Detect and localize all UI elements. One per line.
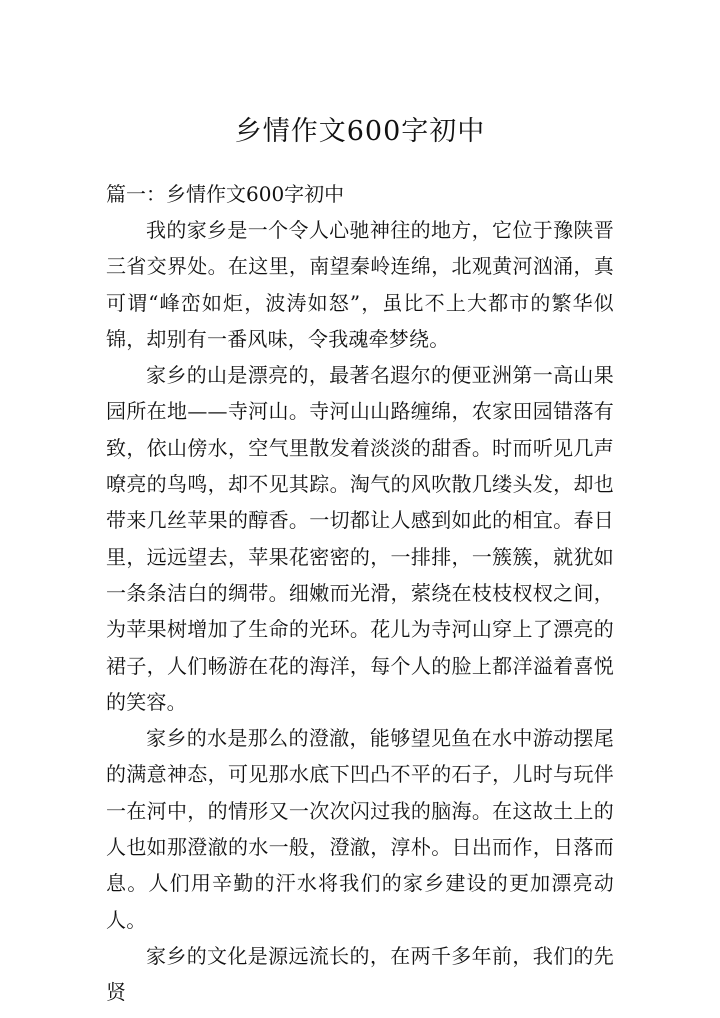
paragraph-1: 我的家乡是一个令人心驰神往的地方，它位于豫陕晋三省交界处。在这里，南望秦岭连绵，北观黄河汹涌，真可谓“峰峦如炬，波涛如怒”，虽比不上大都市的繁华似锦，却别有一番风味，令我魂牵梦绕。 <box>106 218 614 351</box>
document-title: 乡情作文600字初中 <box>234 116 486 147</box>
paragraph-3: 家乡的水是那么的澄澈，能够望见鱼在水中游动摆尾的满意神态，可见那水底下凹凸不平的石子，儿时与玩伴一在河中，的情形又一次次闪过我的脑海。在这故土上的人也如那澄澈的水一般，澄澈，淳朴。日出而作，日落而息。人们用辛勤的汗水将我们的家乡建设的更加漂亮动人。 <box>106 726 614 932</box>
document-body <box>106 176 614 1011</box>
section-heading: 篇一：乡情作文600字初中 <box>106 182 345 206</box>
paragraph-2: 家乡的山是漂亮的，最著名遐尔的便亚洲第一高山果园所在地——寺河山。寺河山山路缠绵，农家田园错落有致，依山傍水，空气里散发着淡淡的甜香。时而听见几声嘹亮的鸟鸣，却不见其踪。淘气的风吹散几缕头发，却也带来几丝苹果的醇香。一切都让人感到如此的相宜。春日里，远远望去，苹果花密密的，一排排，一簇簇，就犹如一条条洁白的绸带。细嫩而光滑，萦绕在枝枝杈杈之间，为苹果树增加了生命的光环。花儿为寺河山穿上了漂亮的裙子，人们畅游在花的海洋，每个人的脸上都洋溢着喜悦的笑容。 <box>106 363 614 714</box>
paragraph-4: 家乡的文化是源远流长的，在两千多年前，我们的先贤 <box>106 943 614 1005</box>
